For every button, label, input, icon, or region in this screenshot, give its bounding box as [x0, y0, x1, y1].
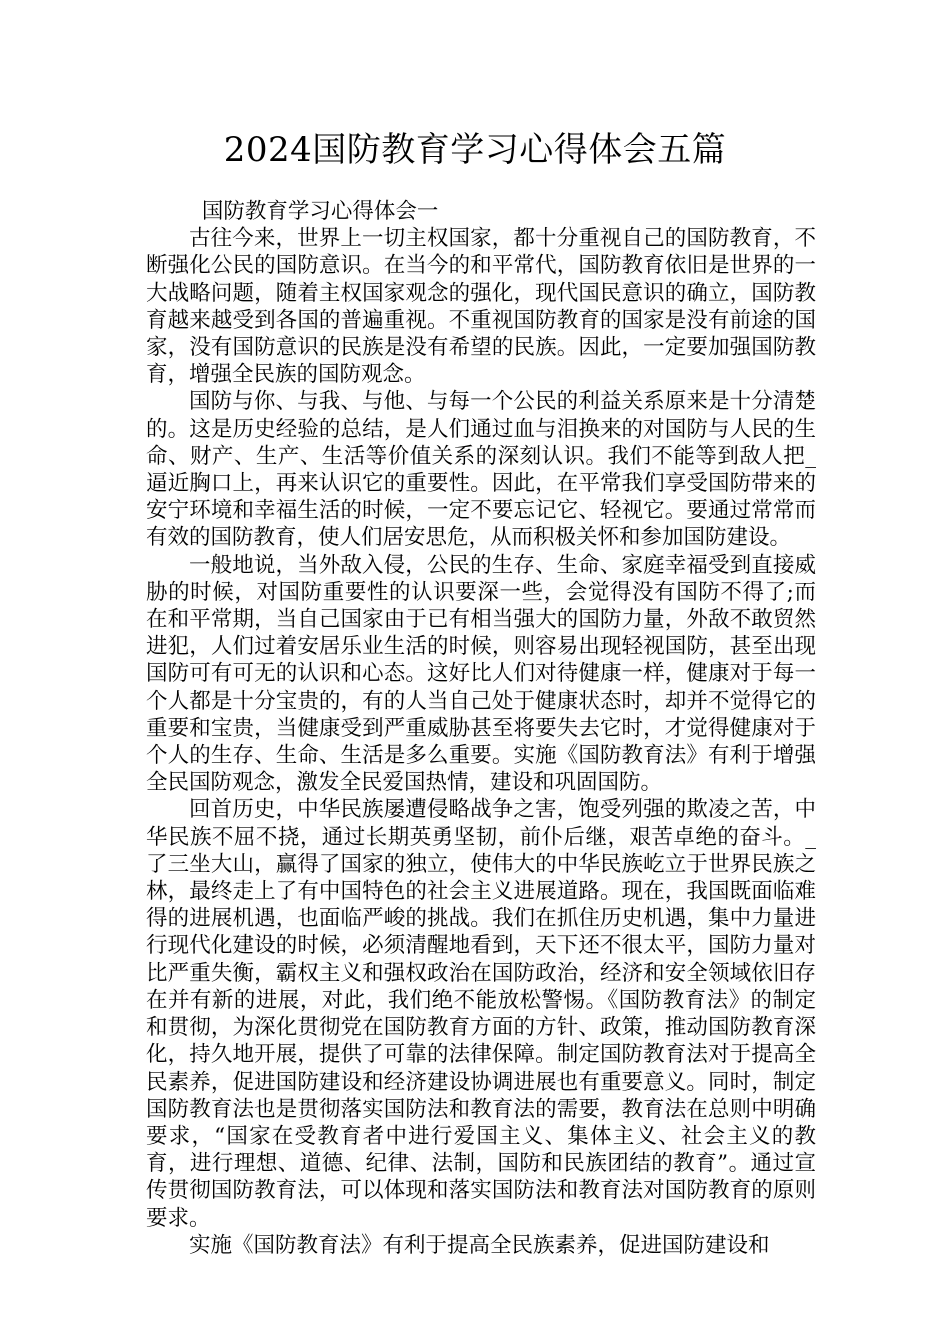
paragraph-5: 实施《国防教育法》有利于提高全民族素养，促进国防建设和: [189, 1232, 770, 1258]
paragraph-1: 古往今来，世界上一切主权国家，都十分重视自己的国防教育，不断强化公民的国防意识。在当今的和平常代，国防教育依旧是世界的一大战略问题，随着主权国家观念的强化，现代国民意识的确立，国防教育越来越受到各国的普遍重视。不重视国防教育的国家是没有前途的国家，没有国防意识的民族是没有希望的民族。因此，一定要加强国防教育，增强全民族的国防观念。: [146, 226, 816, 388]
document-body: [146, 198, 816, 1259]
document-title: 2024国防教育学习心得体会五篇: [223, 130, 727, 170]
section-heading: 国防教育学习心得体会一: [201, 199, 439, 224]
paragraph-3: 一般地说，当外敌入侵，公民的生存、生命、家庭幸福受到直接威胁的时候，对国防重要性的认识要深一些，会觉得没有国防不得了;而在和平常期，当自己国家由于已有相当强大的国防力量，外敌不敢贸然进犯，人们过着安居乐业生活的时候，则容易出现轻视国防，甚至出现国防可有可无的认识和心态。这好比人们对待健康一样，健康对于每一个人都是十分宝贵的，有的人当自己处于健康状态时，却并不觉得它的重要和宝贵，当健康受到严重威胁甚至将要失去它时，才觉得健康对于个人的生存、生命、生活是多么重要。实施《国防教育法》有利于增强全民国防观念，激发全民爱国热情，建设和巩固国防。: [146, 552, 816, 796]
paragraph-2: 国防与你、与我、与他、与每一个公民的利益关系原来是十分清楚的。这是历史经验的总结，是人们通过血与泪换来的对国防与人民的生命、财产、生产、生活等价值关系的深刻认识。我们不能等到敌人把_逼近胸口上，再来认识它的重要性。因此，在平常我们享受国防带来的安宁环境和幸福生活的时候，一定不要忘记它、轻视它。要通过常常而有效的国防教育，使人们居安思危，从而积极关怀和参加国防建设。: [146, 389, 816, 551]
paragraph-4: 回首历史，中华民族屡遭侵略战争之害，饱受列强的欺凌之苦，中华民族不屈不挠，通过长期英勇坚韧，前仆后继，艰苦卓绝的奋斗。_了三坐大山，赢得了国家的独立，使伟大的中华民族屹立于世界民族之林，最终走上了有中国特色的社会主义进展道路。现在，我国既面临难得的进展机遇，也面临严峻的挑战。我们在抓住历史机遇，集中力量进行现代化建设的时候，必须清醒地看到，天下还不很太平，国防力量对比严重失衡，霸权主义和强权政治在国防政治，经济和安全领域依旧存在并有新的进展，对此，我们绝不能放松警惕。《国防教育法》的制定和贯彻，为深化贯彻党在国防教育方面的方针、政策，推动国防教育深化，持久地开展，提供了可靠的法律保障。制定国防教育法对于提高全民素养，促进国防建设和经济建设协调进展也有重要意义。同时，制定国防教育法也是贯彻落实国防法和教育法的需要，教育法在总则中明确要求，“国家在受教育者中进行爱国主义、集体主义、社会主义的教育，进行理想、道德、纪律、法制，国防和民族团结的教育”。通过宣传贯彻国防教育法，可以体现和落实国防法和教育法对国防教育的原则要求。: [146, 797, 816, 1231]
